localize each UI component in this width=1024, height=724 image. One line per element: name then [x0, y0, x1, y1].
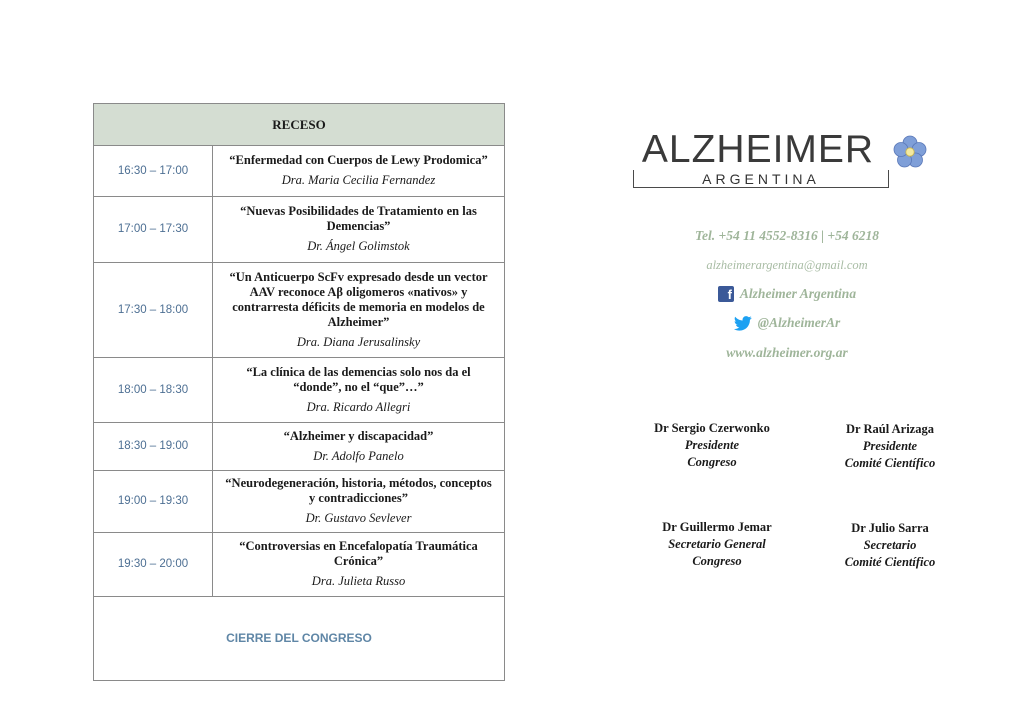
alzheimer-argentina-logo	[630, 130, 930, 192]
closing-label: CIERRE DEL CONGRESO	[226, 631, 372, 645]
talk-speaker: Dr. Ángel Golimstok	[307, 239, 410, 253]
time-slot: 17:30 – 18:00	[94, 262, 213, 357]
talk-speaker: Dra. Ricardo Allegri	[306, 399, 411, 414]
signatory-role: Presidente	[684, 438, 740, 452]
schedule-row	[94, 532, 504, 597]
talk-title: “Enfermedad con Cuerpos de Lewy Prodomica”	[229, 153, 488, 167]
talk-cell	[213, 357, 504, 422]
signatory	[800, 520, 980, 571]
email-link[interactable]: alzheimerargentina@gmail.com	[706, 258, 868, 272]
signatory-body: Comité Científico	[844, 555, 936, 569]
twitter-bird-icon	[734, 316, 752, 331]
talk-cell	[213, 422, 504, 470]
schedule-row	[94, 145, 504, 197]
closing-row	[94, 596, 504, 680]
talk-title: “Neurodegeneración, historia, métodos, conceptos y contradicciones”	[225, 476, 492, 505]
twitter-line[interactable]	[640, 315, 934, 335]
time-slot: 18:30 – 19:00	[94, 422, 213, 470]
talk-speaker: Dra. Julieta Russo	[311, 574, 406, 588]
facebook-line[interactable]	[640, 286, 934, 303]
signatory	[622, 420, 802, 471]
schedule-row	[94, 262, 504, 358]
break-row	[94, 104, 504, 146]
schedule-row	[94, 196, 504, 263]
twitter-label: @AlzheimerAr	[757, 315, 841, 330]
signatory-role: Secretario	[863, 538, 917, 552]
talk-title: “Nuevas Posibilidades de Tratamiento en las Demencias”	[240, 204, 477, 233]
talk-speaker: Dr. Gustavo Sevlever	[305, 511, 412, 525]
website-link[interactable]: www.alzheimer.org.ar	[726, 345, 848, 360]
talk-speaker: Dra. Diana Jerusalinsky	[296, 334, 421, 349]
talk-cell	[213, 470, 504, 532]
schedule-row	[94, 357, 504, 423]
schedule-row	[94, 470, 504, 533]
talk-cell	[213, 532, 504, 596]
talk-cell	[213, 145, 504, 196]
time-slot: 19:00 – 19:30	[94, 470, 213, 532]
signatory-role: Secretario General	[668, 537, 766, 551]
talk-title: “Alzheimer y discapacidad”	[283, 428, 434, 443]
logo-subtitle: ARGENTINA	[633, 170, 889, 188]
talk-speaker: Dra. Maria Cecilia Fernandez	[281, 173, 436, 187]
signatory	[627, 519, 807, 570]
signatory-body: Comité Científico	[844, 456, 936, 470]
talk-speaker: Dr. Adolfo Panelo	[313, 448, 404, 463]
signatory-name: Dr Julio Sarra	[851, 521, 929, 535]
phone-text: Tel. +54 11 4552-8316 | +54 6218	[695, 228, 879, 243]
schedule-row	[94, 422, 504, 471]
signatory	[800, 421, 980, 472]
time-slot: 18:00 – 18:30	[94, 357, 213, 422]
signatory-body: Congreso	[692, 554, 742, 568]
signatory-body: Congreso	[687, 455, 737, 469]
talk-title: “Un Anticuerpo ScFv expresado desde un vector AAV reconoce Aβ oligomeros «nativos» y contrarresta déficits de memoria en modelos de Alzheimer”	[229, 269, 488, 329]
signatory-name: Dr Raúl Arizaga	[846, 422, 934, 436]
talk-title: “Controversias en Encefalopatía Traumática Crónica”	[239, 539, 478, 568]
facebook-label: Alzheimer Argentina	[739, 286, 857, 301]
signatory-role: Presidente	[862, 439, 918, 453]
time-slot: 19:30 – 20:00	[94, 532, 213, 596]
talk-title: “La clínica de las demencias solo nos da el “donde”, no el “que”…”	[246, 364, 471, 394]
signatory-name: Dr Sergio Czerwonko	[654, 421, 770, 435]
break-label: RECESO	[272, 116, 326, 132]
schedule-table	[93, 103, 505, 681]
forget-me-not-flower-icon	[892, 134, 928, 170]
talk-cell	[213, 196, 504, 262]
time-slot: 17:00 – 17:30	[94, 196, 213, 262]
signatory-name: Dr Guillermo Jemar	[662, 520, 772, 534]
logo-wordmark: ALZHEIMER	[641, 128, 875, 171]
facebook-icon: f	[718, 286, 734, 302]
talk-cell	[213, 262, 504, 357]
time-slot: 16:30 – 17:00	[94, 145, 213, 196]
